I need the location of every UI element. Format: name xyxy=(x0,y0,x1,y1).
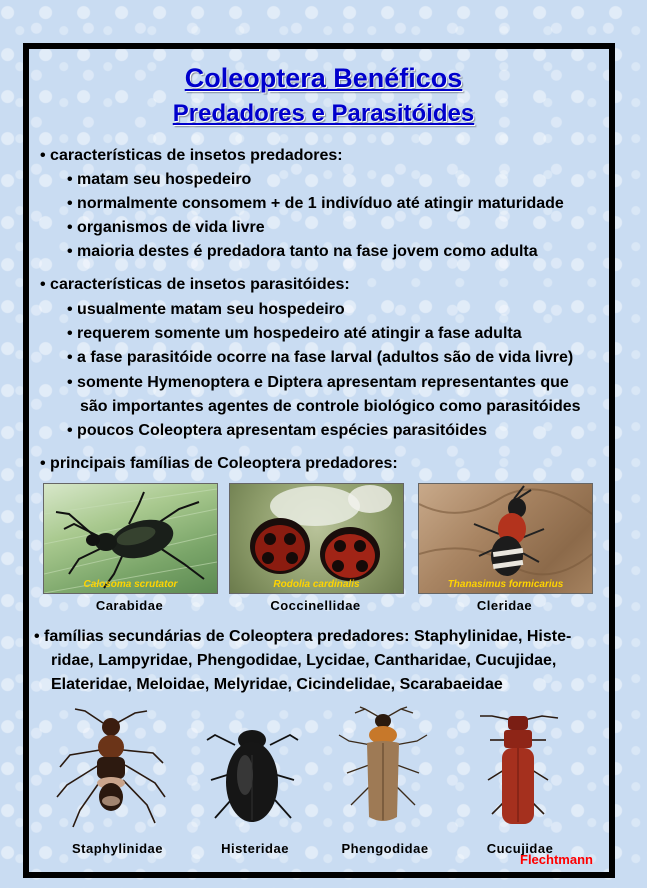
main-families-heading: • principais famílias de Coleoptera predadores: xyxy=(40,455,398,472)
staphylinidae-specimen-image xyxy=(55,705,170,835)
parasitoids-item-continued: são importantes agentes de controle biológico como parasitóides xyxy=(80,398,581,415)
staphylinidae-label: Staphylinidae xyxy=(71,841,164,856)
phengodidae-label: Phengodidae xyxy=(341,841,429,856)
cleridae-label: Cleridae xyxy=(476,598,533,613)
parasitoids-item: • poucos Coleoptera apresentam espécies parasitóides xyxy=(67,422,487,439)
parasitoids-item: • a fase parasitóide ocorre na fase larval (adultos são de vida livre) xyxy=(67,349,574,366)
parasitoids-heading: • características de insetos parasitóides: xyxy=(40,276,350,293)
cleridae-species-caption: Thanasimus formicarius xyxy=(447,579,564,590)
cucujidae-label: Cucujidae xyxy=(486,841,554,856)
cleridae-photo xyxy=(418,483,593,594)
coccinellidae-species-caption: Rodolia cardinalis xyxy=(273,579,360,590)
checkered-beetle-image xyxy=(419,484,592,593)
histeridae-specimen-image xyxy=(205,720,300,835)
coccinellidae-photo xyxy=(229,483,404,594)
carabidae-photo xyxy=(43,483,218,594)
cucujidae-specimen-image xyxy=(472,710,567,835)
slide-subtitle: Predadores e Parasitóides xyxy=(172,100,475,127)
secondary-families-line: • famílias secundárias de Coleoptera predadores: Staphylinidae, Histe- xyxy=(34,628,572,645)
predators-item: • maioria destes é predadora tanto na fase jovem como adulta xyxy=(67,243,538,260)
carabidae-species-caption: Calosoma scrutator xyxy=(83,579,178,590)
parasitoids-item: • requerem somente um hospedeiro até atingir a fase adulta xyxy=(67,325,522,342)
predators-item: • normalmente consomem + de 1 indivíduo até atingir maturidade xyxy=(67,195,564,212)
slide-title: Coleoptera Benéficos xyxy=(184,63,463,93)
author-credit: Flechtmann xyxy=(520,852,593,867)
predators-item: • matam seu hospedeiro xyxy=(67,171,252,188)
secondary-families-line: ridae, Lampyridae, Phengodidae, Lycidae, Cantharidae, Cucujidae, xyxy=(51,652,557,669)
parasitoids-item: • somente Hymenoptera e Diptera apresentam representantes que xyxy=(67,374,569,391)
predators-heading: • características de insetos predadores: xyxy=(40,147,343,164)
carabidae-label: Carabidae xyxy=(95,598,164,613)
phengodidae-specimen-image xyxy=(335,705,430,835)
histeridae-label: Histeridae xyxy=(221,841,289,856)
ladybird-image xyxy=(230,484,403,593)
ground-beetle-image xyxy=(44,484,217,593)
parasitoids-item: • usualmente matam seu hospedeiro xyxy=(67,301,345,318)
coccinellidae-label: Coccinellidae xyxy=(270,598,361,613)
secondary-families-line: Elateridae, Meloidae, Melyridae, Cicindelidae, Scarabaeidae xyxy=(51,676,503,693)
predators-item: • organismos de vida livre xyxy=(67,219,265,236)
